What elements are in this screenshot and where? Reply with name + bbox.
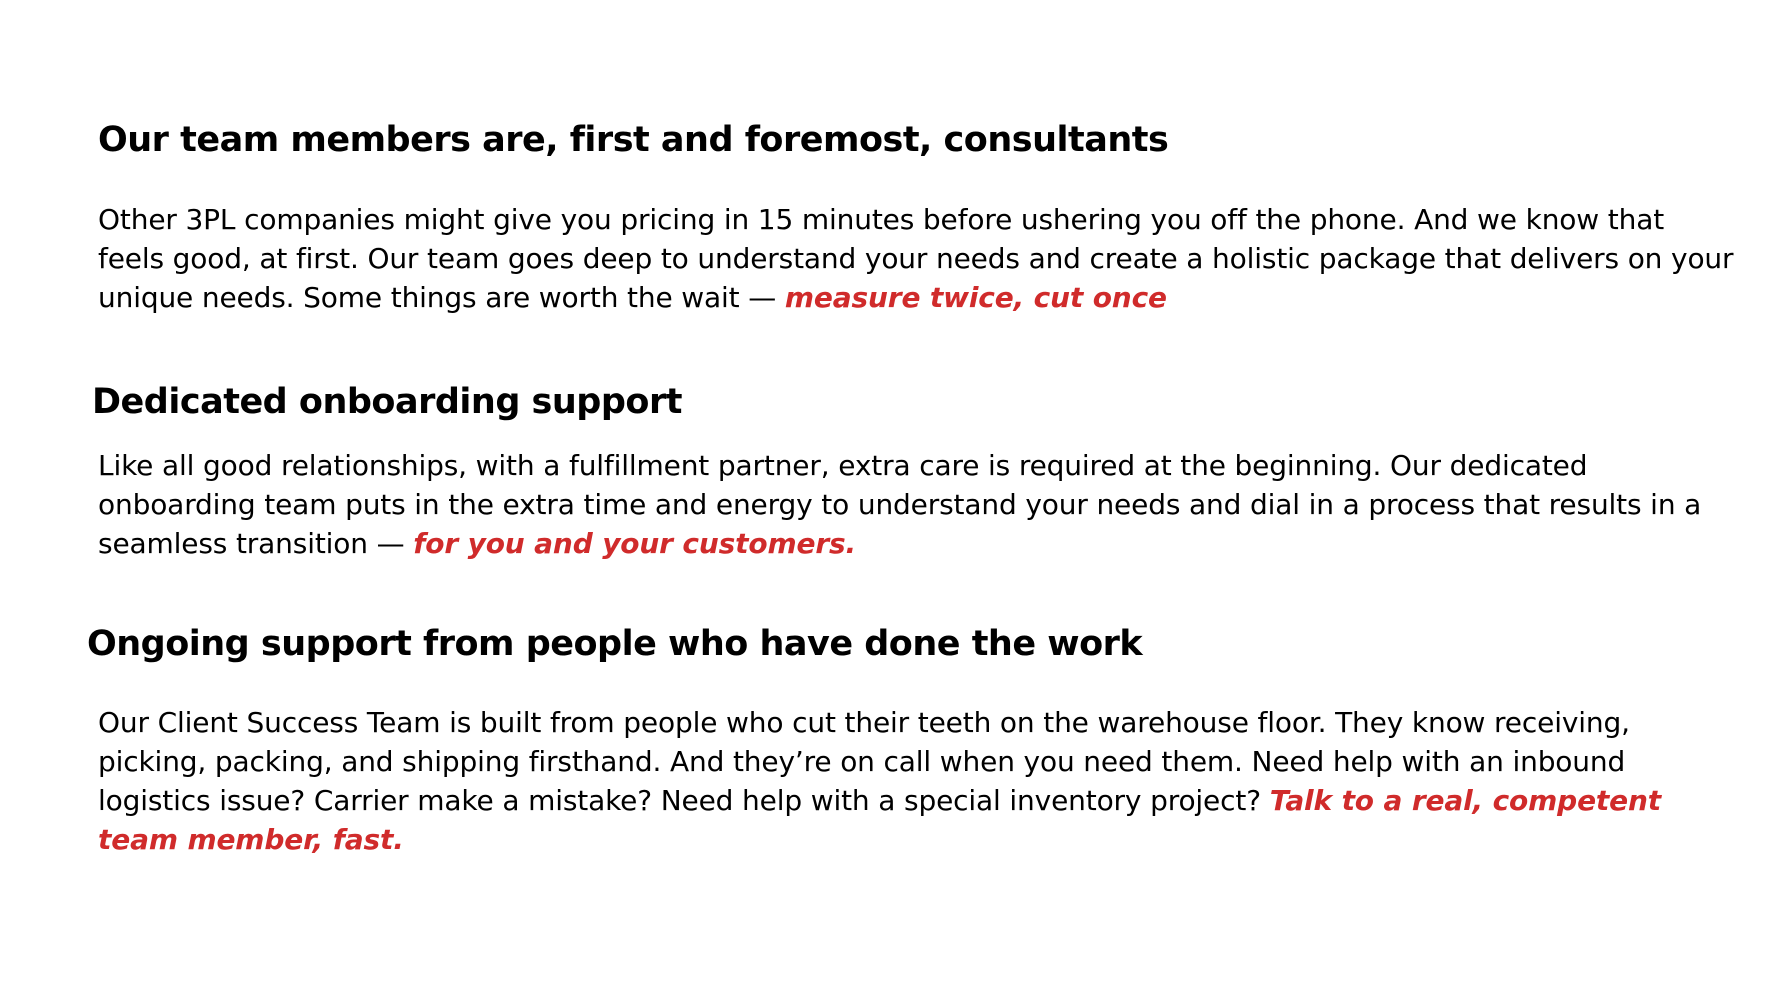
- section-body-onboarding: [98, 446, 1738, 563]
- section-highlight: for you and your customers.: [413, 527, 857, 560]
- section-body-ongoing-support: [98, 703, 1738, 859]
- section-body-text: Our Client Success Team is built from people who cut their teeth on the warehouse floor. They know receiving, picking, packing, and shipping firsthand. And they’re on call when you need them. Need help with an inbound logistics issue? Carrier make a mistake? Need help with a special inventory project?: [98, 706, 1630, 817]
- section-body-consultants: [98, 200, 1738, 317]
- section-title-onboarding: Dedicated onboarding support: [92, 382, 682, 422]
- section-highlight: measure twice, cut once: [784, 281, 1167, 314]
- section-body-text: Like all good relationships, with a fulfillment partner, extra care is required at the beginning. Our dedicated onboarding team puts in the extra time and energy to understand your needs and dial in a process that results in a seamless transition —: [98, 449, 1702, 560]
- section-title-consultants: Our team members are, first and foremost, consultants: [98, 120, 1169, 160]
- section-highlight: Talk to a real, competent team member, fast.: [98, 784, 1662, 856]
- section-body-text: Other 3PL companies might give you pricing in 15 minutes before ushering you off the phone. And we know that feels good, at first. Our team goes deep to understand your needs and create a holistic package that delivers on your unique needs. Some things are worth the wait —: [98, 203, 1734, 314]
- section-title-ongoing-support: Ongoing support from people who have done the work: [87, 624, 1143, 664]
